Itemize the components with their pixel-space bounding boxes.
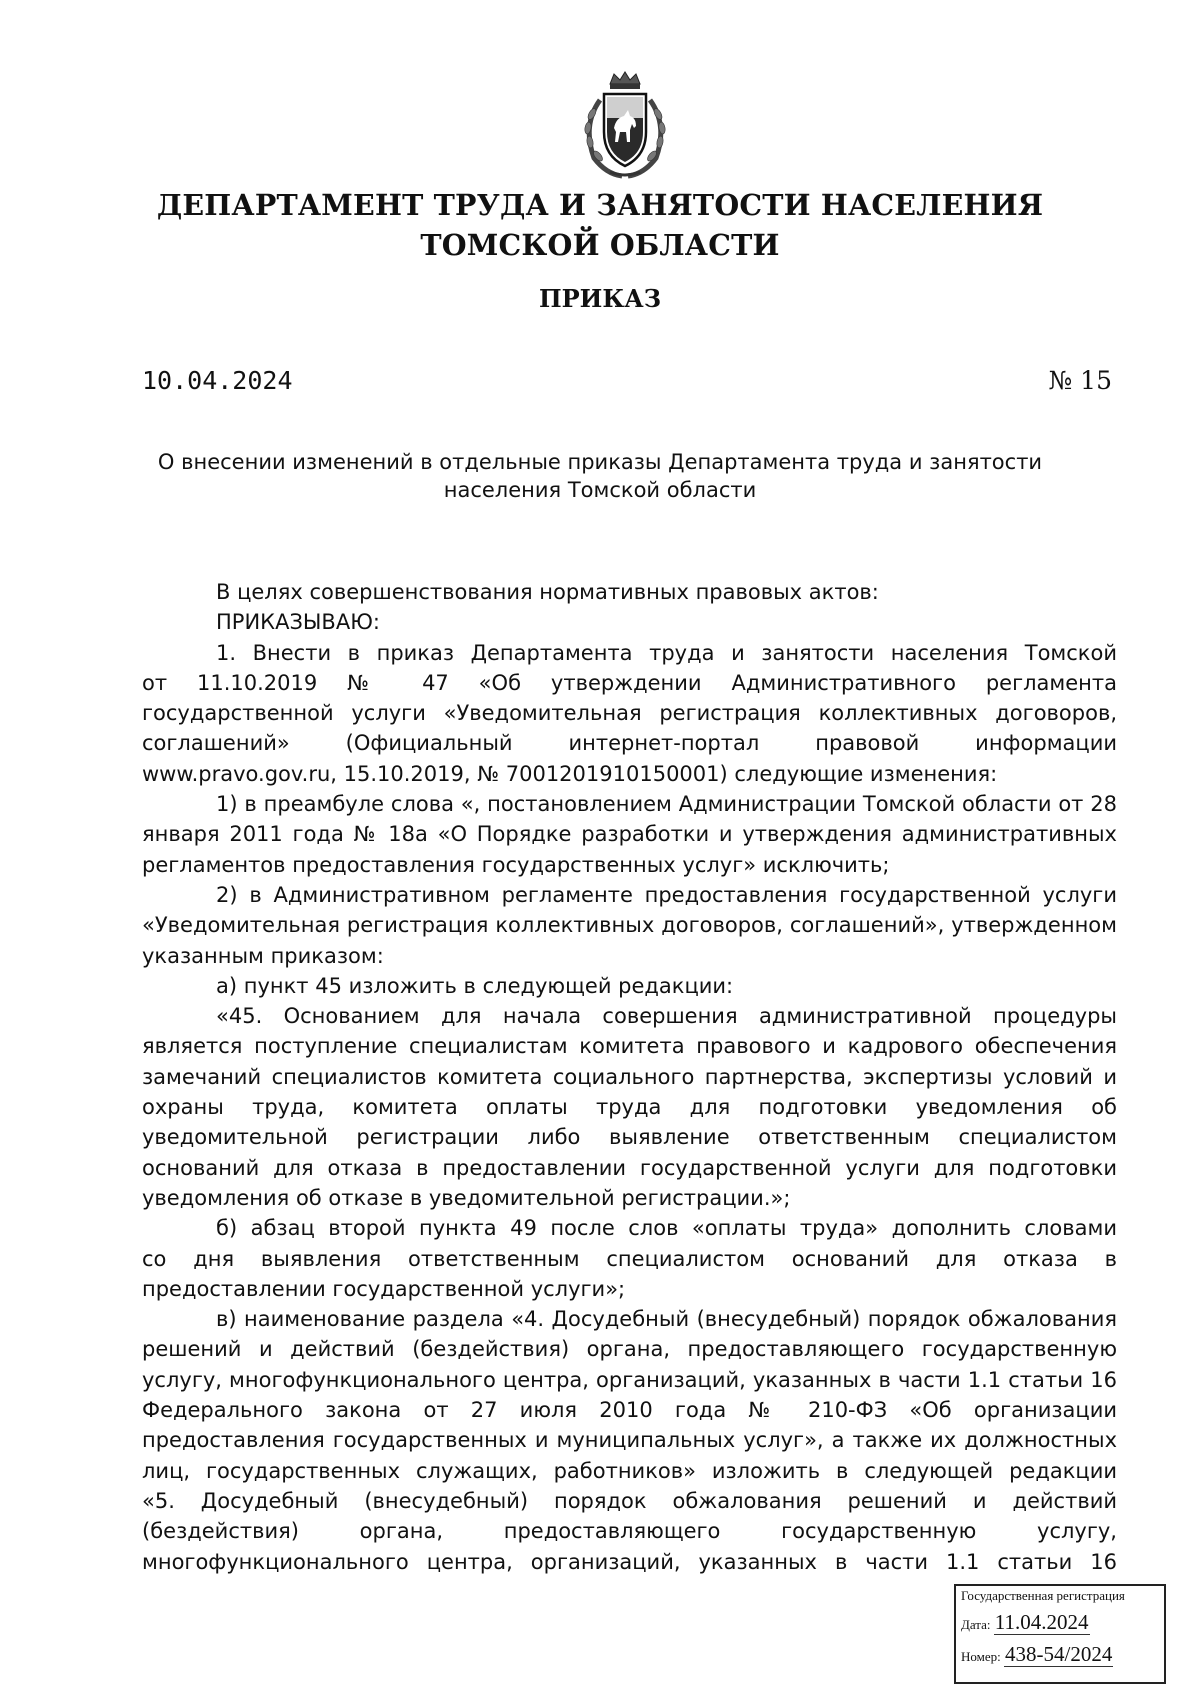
body-line: предоставлении государственной услуги»;: [142, 1276, 626, 1301]
body-line: охраны труда, комитета оплаты труда для подготовки уведомления об: [142, 1095, 1117, 1120]
body-line: 1. Внести в приказ Департамента труда и занятости населения Томской: [216, 640, 1117, 665]
body-line: соглашений» (Официальный интернет-портал правовой информации: [142, 731, 1117, 756]
body-line: со дня выявления ответственным специалистом оснований для отказа в: [142, 1246, 1117, 1271]
body-line: лиц, государственных служащих, работников» изложить в следующей редакции: [142, 1458, 1117, 1483]
body-line: б) абзац второй пункта 49 после слов «оплаты труда» дополнить словами: [216, 1216, 1117, 1241]
order-subject: [100, 448, 1100, 504]
order-number: № 15: [1048, 366, 1112, 395]
body-line: решений и действий (бездействия) органа, предоставляющего государственную: [142, 1337, 1117, 1362]
body-line: замечаний специалистов комитета социального партнерства, экспертизы условий и: [142, 1064, 1117, 1089]
subject-line-2: населения Томской области: [443, 478, 757, 502]
stamp-date-value: 11.04.2024: [994, 1610, 1089, 1634]
registration-stamp: [954, 1584, 1166, 1684]
body-line: «45. Основанием для начала совершения административной процедуры: [216, 1004, 1117, 1029]
body-line: «Уведомительная регистрация коллективных договоров, соглашений», утвержденном: [142, 913, 1117, 938]
body-line: (бездействия) органа, предоставляющего государственную услугу,: [142, 1519, 1117, 1544]
stamp-date-label: Дата:: [961, 1617, 991, 1632]
coat-of-arms-icon: [570, 70, 680, 182]
body-line: регламентов предоставления государственных услуг» исключить;: [142, 852, 890, 877]
body-line: от 11.10.2019 № 47 «Об утверждении Административного регламента: [142, 670, 1117, 695]
order-body: [142, 577, 1117, 1577]
body-line: 2) в Административном регламенте предоставления государственной услуги: [216, 882, 1117, 907]
department-line-2: ТОМСКОЙ ОБЛАСТИ: [420, 228, 780, 262]
order-date: 10.04.2024: [142, 366, 293, 395]
body-line: оснований для отказа в предоставлении государственной услуги для подготовки: [142, 1155, 1117, 1180]
stamp-number-row: [956, 1641, 1164, 1670]
subject-line-1: О внесении изменений в отдельные приказы Департамента труда и занятости: [157, 450, 1043, 474]
body-line: уведомления об отказе в уведомительной регистрации.»;: [142, 1185, 791, 1210]
body-line: предоставления государственных и муниципальных услуг», а также их должностных: [142, 1428, 1117, 1453]
body-line: государственной услуги «Уведомительная регистрация коллективных договоров,: [142, 701, 1117, 726]
body-line: в) наименование раздела «4. Досудебный (внесудебный) порядок обжалования: [216, 1307, 1117, 1332]
body-line: является поступление специалистам комитета правового и кадрового обеспечения: [142, 1034, 1117, 1059]
stamp-number-value: 438-54/2024: [1005, 1642, 1113, 1666]
department-name: [100, 185, 1100, 265]
body-line: В целях совершенствования нормативных правовых актов:: [216, 580, 879, 604]
department-line-1: ДЕПАРТАМЕНТ ТРУДА И ЗАНЯТОСТИ НАСЕЛЕНИЯ: [156, 188, 1044, 222]
body-line: а) пункт 45 изложить в следующей редакции:: [216, 973, 734, 998]
body-line: многофункционального центра, организаций, указанных в части 1.1 статьи 16: [142, 1549, 1117, 1574]
body-line: указанным приказом:: [142, 943, 384, 968]
body-line: www.pravo.gov.ru, 15.10.2019, № 7001201910150001) следующие изменения:: [142, 761, 998, 786]
body-line: услугу, многофункционального центра, организаций, указанных в части 1.1 статьи 16: [142, 1367, 1117, 1392]
body-line: Федерального закона от 27 июля 2010 года № 210-ФЗ «Об организации: [142, 1398, 1117, 1423]
body-line: «5. Досудебный (внесудебный) порядок обжалования решений и действий: [142, 1488, 1117, 1513]
body-line: января 2011 года № 18а «О Порядке разработки и утверждения административных: [142, 822, 1117, 847]
body-line: уведомительной регистрации либо выявление ответственным специалистом: [142, 1125, 1117, 1150]
stamp-date-row: [956, 1606, 1164, 1641]
document-type: ПРИКАЗ: [538, 284, 662, 313]
stamp-title: Государственная регистрация: [961, 1588, 1125, 1603]
body-line: ПРИКАЗЫВАЮ:: [216, 610, 380, 635]
stamp-number-label: Номер:: [961, 1649, 1001, 1664]
body-line: 1) в преамбуле слова «, постановлением Администрации Томской области от 28: [216, 792, 1117, 817]
